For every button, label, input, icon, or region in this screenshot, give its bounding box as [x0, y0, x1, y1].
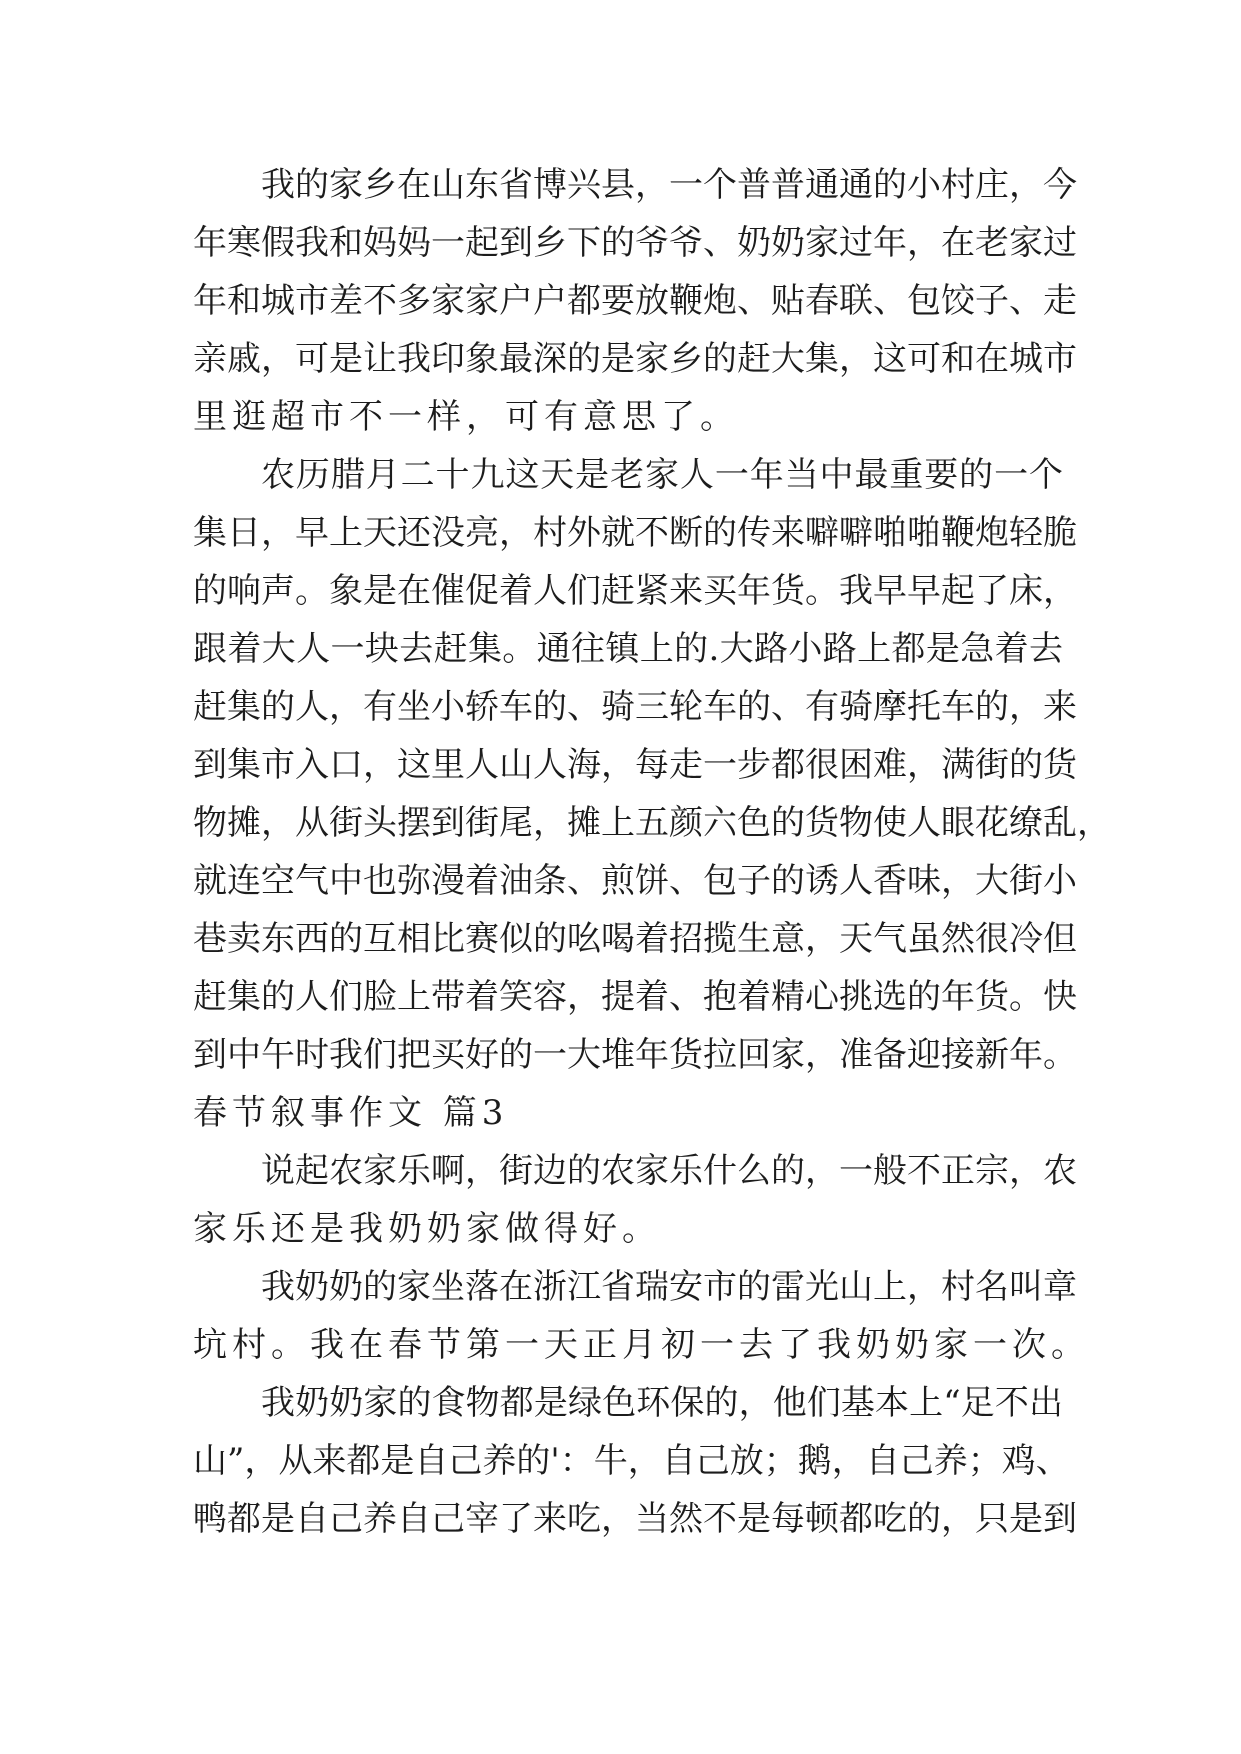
text-line: 我奶奶家的食物都是绿色环保的，他们基本上“足不出	[261, 1383, 1063, 1423]
text-line: 年和城市差不多家家户户都要放鞭炮、贴春联、包饺子、走	[193, 281, 1077, 321]
text-line: 年寒假我和妈妈一起到乡下的爷爷、奶奶家过年，在老家过	[193, 223, 1077, 263]
text-line: 山”，从来都是自己养的'：牛，自己放；鹅，自己养；鸡、	[193, 1441, 1070, 1481]
text-line: 跟着大人一块去赶集。通往镇上的.大路小路上都是急着去	[193, 629, 1063, 669]
text-line: 农历腊月二十九这天是老家人一年当中最重要的一个	[261, 455, 1063, 495]
text-line: 巷卖东西的互相比赛似的吆喝着招揽生意，天气虽然很冷但	[193, 919, 1077, 959]
text-line: 集日，早上天还没亮，村外就不断的传来噼噼啪啪鞭炮轻脆	[193, 513, 1077, 553]
text-line: 物摊，从街头摆到街尾，摊上五颜六色的货物使人眼花缭乱，	[193, 803, 1111, 843]
text-line: 就连空气中也弥漫着油条、煎饼、包子的诱人香味，大街小	[193, 861, 1077, 901]
text-line: 家乐还是我奶奶家做得好。	[193, 1209, 661, 1249]
text-line: 赶集的人们脸上带着笑容，提着、抱着精心挑选的年货。快	[193, 977, 1077, 1017]
text-line: 亲戚，可是让我印象最深的是家乡的赶大集，这可和在城市	[193, 339, 1077, 379]
text-line: 我奶奶的家坐落在浙江省瑞安市的雷光山上，村名叫章	[261, 1267, 1077, 1307]
text-line: 到中午时我们把买好的一大堆年货拉回家，准备迎接新年。	[193, 1035, 1077, 1075]
text-line: 坑村。我在春节第一天正月初一去了我奶奶家一次。	[193, 1325, 1090, 1365]
document-body	[193, 156, 1111, 1548]
text-line: 我的家乡在山东省博兴县，一个普普通通的小村庄，今	[261, 165, 1077, 205]
text-line: 赶集的人，有坐小轿车的、骑三轮车的、有骑摩托车的，来	[193, 687, 1077, 727]
text-line: 春节叙事作文 篇3	[193, 1093, 509, 1133]
text-line: 说起农家乐啊，街边的农家乐什么的，一般不正宗，农	[261, 1151, 1077, 1191]
text-line: 到集市入口，这里人山人海，每走一步都很困难，满街的货	[193, 745, 1077, 785]
text-line: 的响声。象是在催促着人们赶紧来买年货。我早早起了床，	[193, 571, 1077, 611]
text-line: 里逛超市不一样，可有意思了。	[193, 397, 739, 437]
text-line: 鸭都是自己养自己宰了来吃，当然不是每顿都吃的，只是到	[193, 1499, 1077, 1539]
